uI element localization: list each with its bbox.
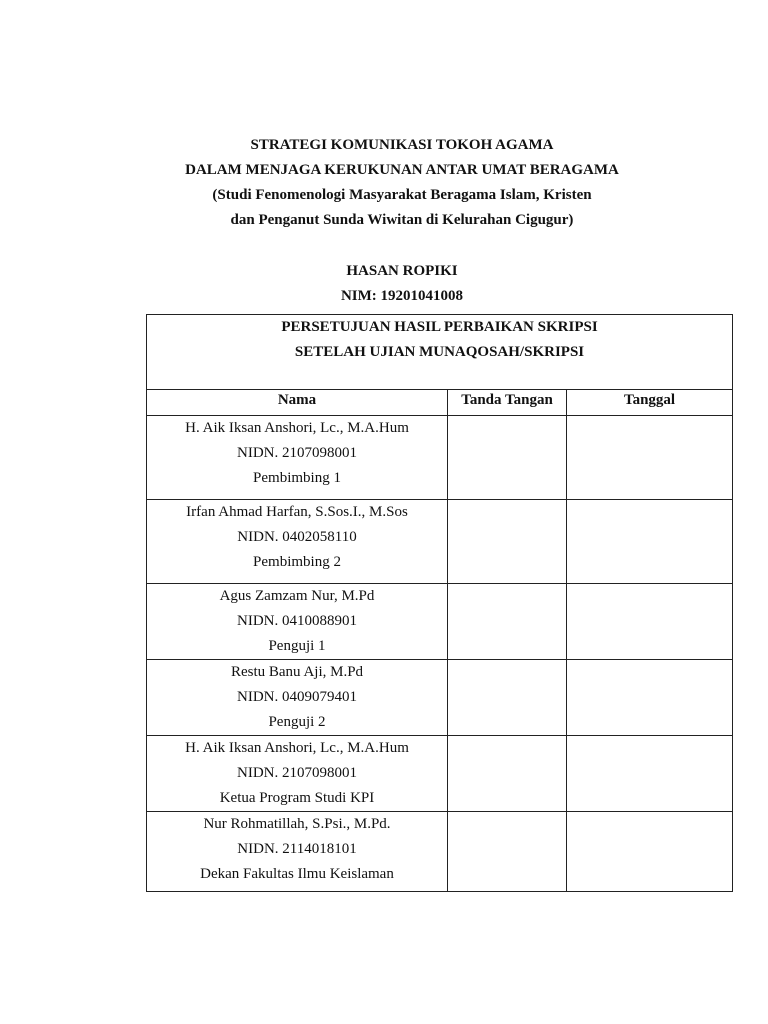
person-role: Pembimbing 2 [253, 554, 341, 570]
date-cell [567, 416, 733, 500]
table-row [147, 812, 733, 892]
person-nidn: NIDN. 2114018101 [237, 841, 357, 857]
author-nim: NIM: 19201041008 [340, 288, 464, 304]
author-name: HASAN ROPIKI [346, 263, 458, 279]
person-name: Restu Banu Aji, M.Pd [230, 664, 364, 680]
table-caption [147, 315, 733, 390]
document-title [0, 133, 768, 233]
subtitle-line-1: (Studi Fenomenologi Masyarakat Beragama Islam, Kristen [212, 187, 592, 203]
person-nidn: NIDN. 2107098001 [237, 445, 357, 461]
caption-line-2: SETELAH UJIAN MUNAQOSAH/SKRIPSI [294, 344, 585, 360]
person-role: Penguji 1 [268, 638, 326, 654]
caption-row [147, 315, 733, 390]
title-line-2: DALAM MENJAGA KERUKUNAN ANTAR UMAT BERAGAMA [185, 162, 619, 178]
date-cell [567, 736, 733, 812]
person-name: Irfan Ahmad Harfan, S.Sos.I., M.Sos [186, 504, 408, 520]
signature-cell [448, 416, 567, 500]
author-block [0, 259, 768, 309]
person-role: Dekan Fakultas Ilmu Keislaman [200, 866, 394, 882]
table-row [147, 736, 733, 812]
column-header-name: Nama [147, 390, 448, 416]
column-header-signature: Tanda Tangan [448, 390, 567, 416]
person-nidn: NIDN. 0409079401 [237, 689, 357, 705]
person-role: Penguji 2 [268, 714, 326, 730]
caption-line-1: PERSETUJUAN HASIL PERBAIKAN SKRIPSI [281, 319, 598, 335]
person-nidn: NIDN. 0410088901 [237, 613, 357, 629]
person-role: Ketua Program Studi KPI [219, 790, 375, 806]
date-cell [567, 584, 733, 660]
date-cell [567, 812, 733, 892]
person-cell [147, 660, 448, 736]
person-name: H. Aik Iksan Anshori, Lc., M.A.Hum [185, 740, 409, 756]
person-cell [147, 416, 448, 500]
person-cell [147, 500, 448, 584]
person-name: Nur Rohmatillah, S.Psi., M.Pd. [203, 816, 391, 832]
signature-cell [448, 584, 567, 660]
header-row [147, 390, 733, 416]
table-row [147, 660, 733, 736]
date-cell [567, 660, 733, 736]
subtitle-line-2: dan Penganut Sunda Wiwitan di Kelurahan Cigugur) [230, 212, 574, 228]
signature-cell [448, 660, 567, 736]
date-cell [567, 500, 733, 584]
column-header-date: Tanggal [567, 390, 733, 416]
person-cell [147, 812, 448, 892]
signature-cell [448, 500, 567, 584]
table-row [147, 500, 733, 584]
table-row [147, 416, 733, 500]
person-cell [147, 584, 448, 660]
person-nidn: NIDN. 0402058110 [237, 529, 357, 545]
person-role: Pembimbing 1 [253, 470, 341, 486]
person-cell [147, 736, 448, 812]
title-line-1: STRATEGI KOMUNIKASI TOKOH AGAMA [250, 137, 554, 153]
table-row [147, 584, 733, 660]
signature-cell [448, 736, 567, 812]
person-name: H. Aik Iksan Anshori, Lc., M.A.Hum [185, 420, 409, 436]
person-nidn: NIDN. 2107098001 [237, 765, 357, 781]
approval-table [146, 314, 733, 892]
person-name: Agus Zamzam Nur, M.Pd [219, 588, 375, 604]
signature-cell [448, 812, 567, 892]
